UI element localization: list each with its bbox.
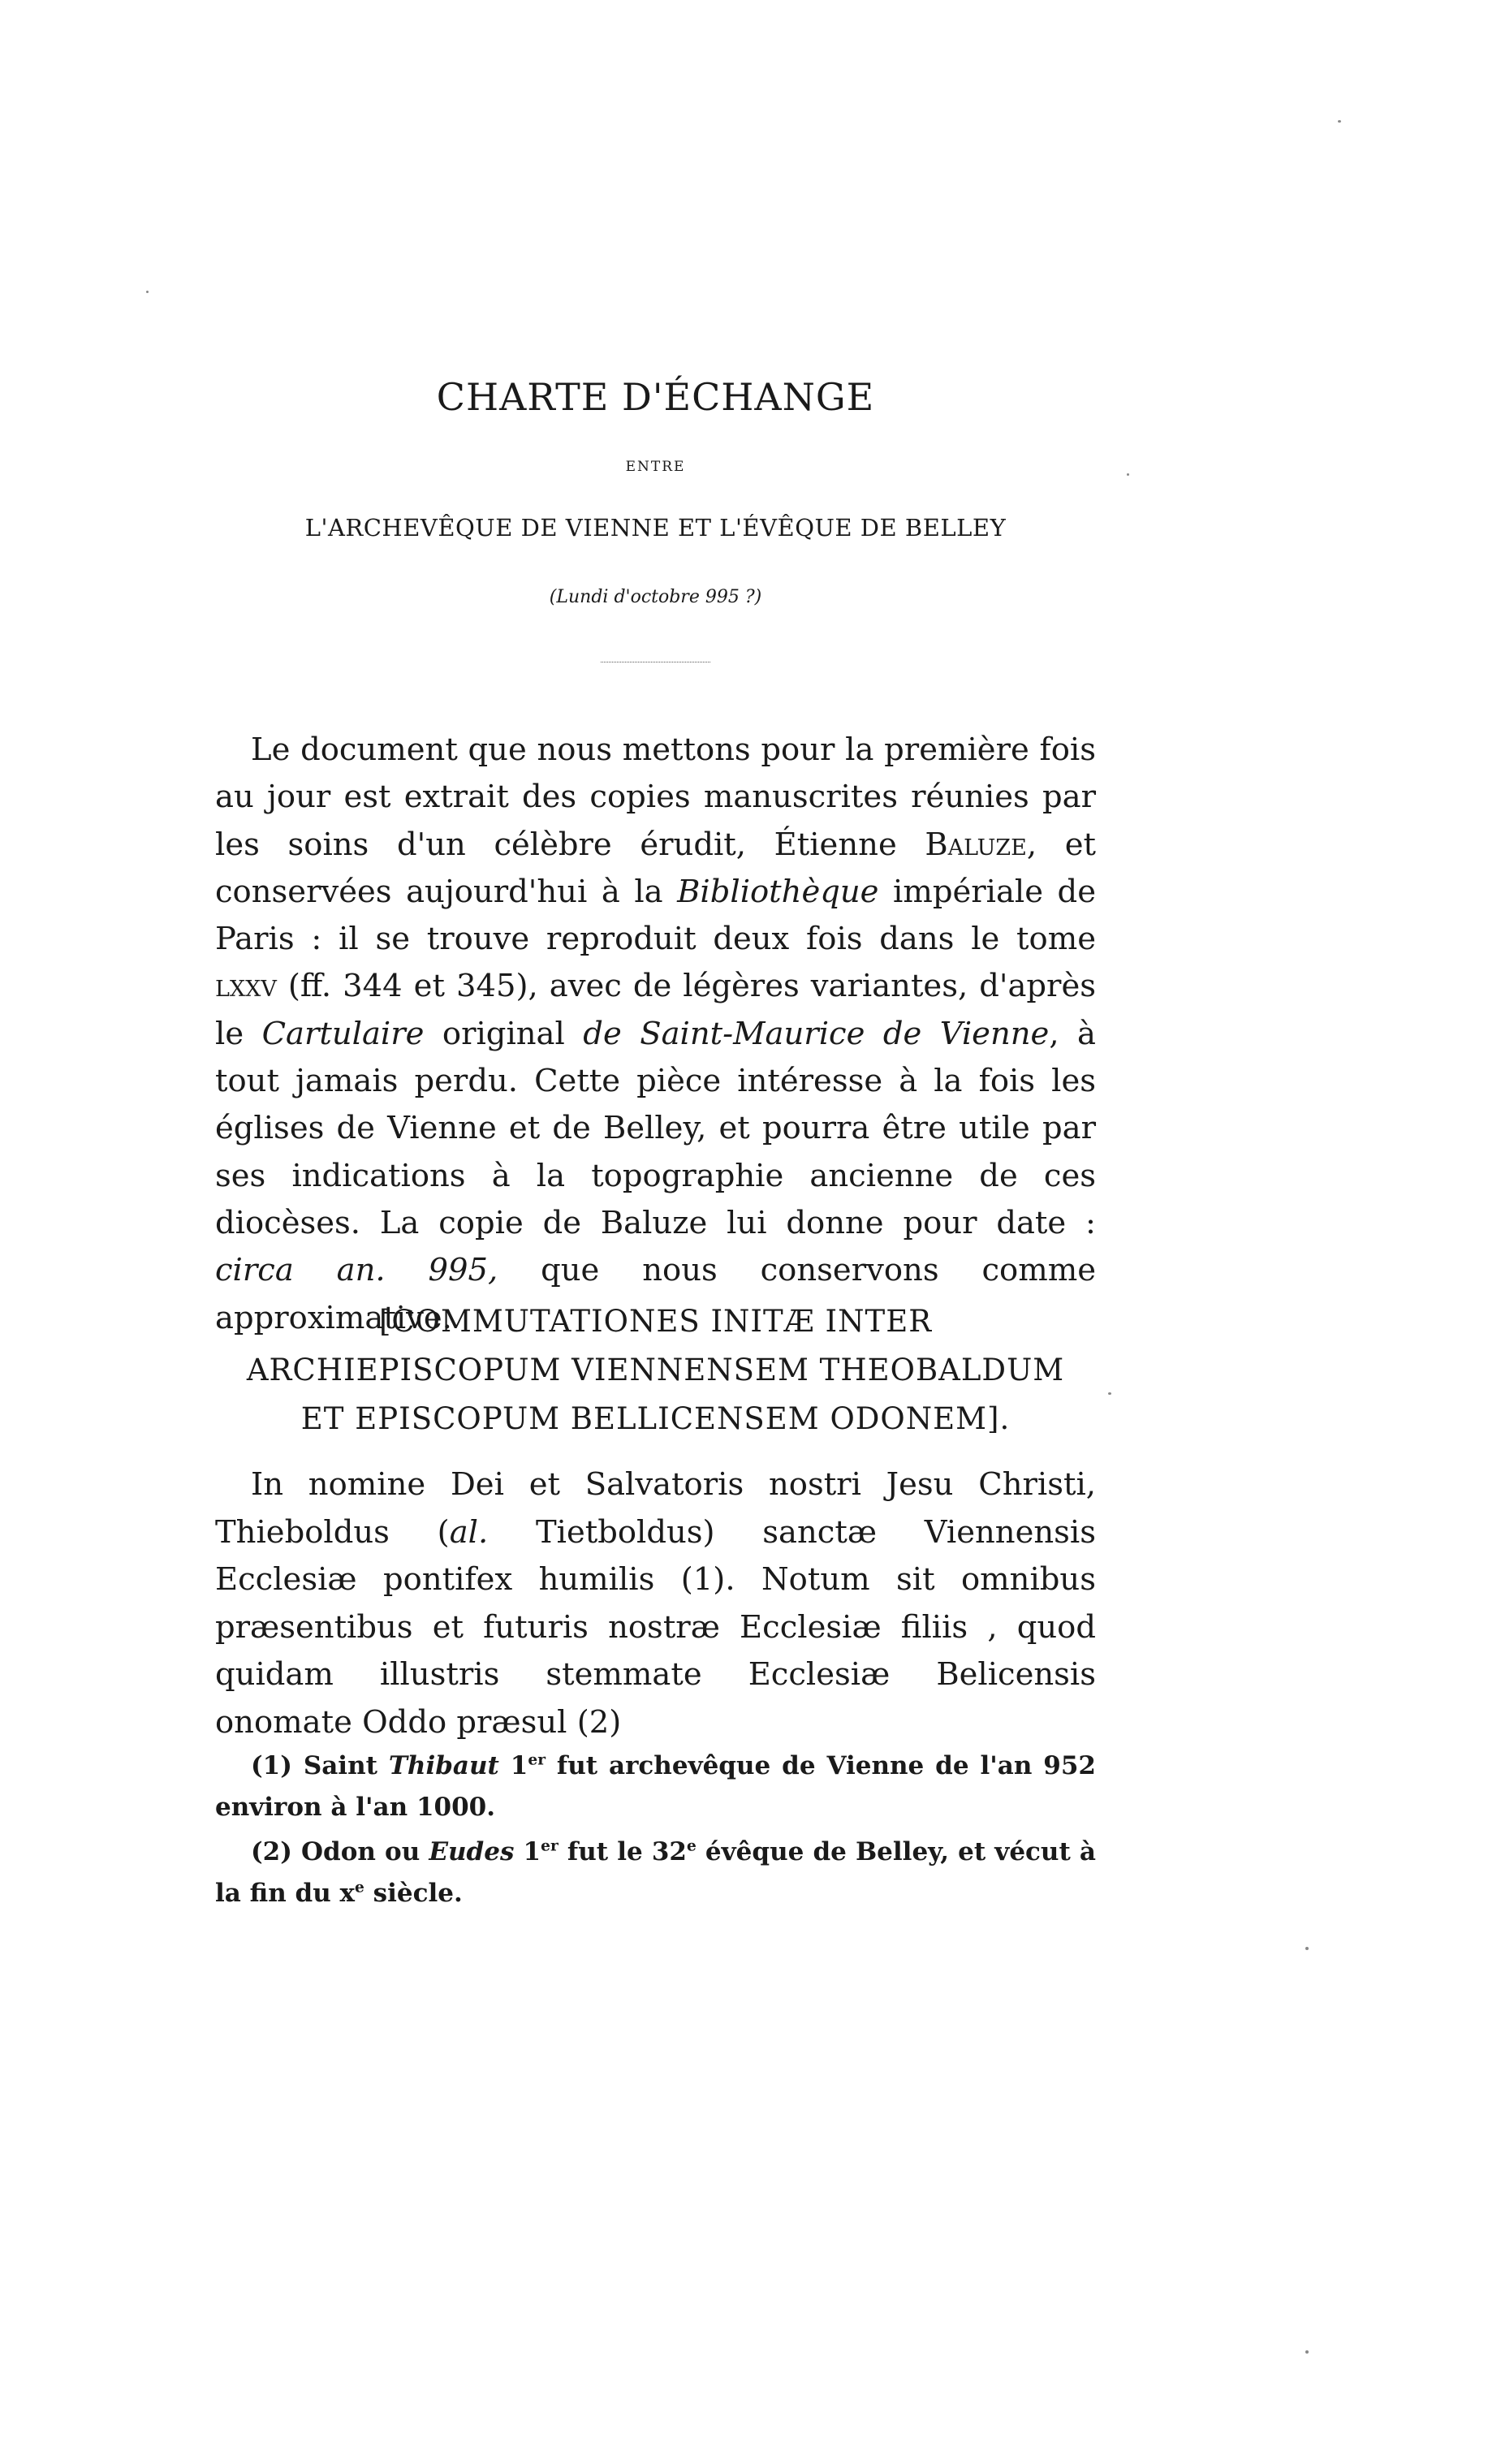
paper-speck [1127, 473, 1129, 476]
footnote-2-sup-2: e [686, 1837, 697, 1855]
footnote-1-num: 1 [510, 1751, 528, 1780]
footnote-1-text-a: (1) Saint [251, 1751, 389, 1780]
footnote-2 [215, 1832, 1096, 1914]
intro-text-5: original [424, 1015, 584, 1052]
paper-speck [1108, 1392, 1111, 1395]
charter-date: (Lundi d'octobre 995 ?) [549, 587, 762, 607]
footnote-2-text-a: (2) Odon ou [251, 1837, 429, 1866]
latin-text-2: Tietboldus) sanctæ Viennensis Ecclesiæ pontifex humilis (1). Notum sit omnibus præsentibus et futuris nostræ Ecclesiæ filiis , quod quidam illustris stemmate Ecclesiæ Belicensis onomate Oddo præsul (2) [215, 1513, 1096, 1741]
paper-speck [1305, 1947, 1309, 1950]
latin-body-paragraph [215, 1461, 1096, 1746]
latin-title-line-1: [COMMUTATIONES INITÆ INTER [378, 1304, 933, 1339]
latin-text-1: In nomine Dei et Salvatoris nostri Jesu Christi, Thieboldus ( [215, 1466, 1096, 1551]
library-name: Bibliothèque [677, 873, 879, 910]
footnote-1-sup: er [528, 1751, 546, 1769]
tome-number: lxxv [215, 968, 277, 1005]
footnote-2-sup-3: e [355, 1879, 364, 1897]
footnote-1 [215, 1746, 1096, 1828]
paper-speck [146, 291, 149, 293]
intro-text-6: , à tout jamais perdu. Cette pièce intéresse à la fois les églises de Vienne et de Belley, et pourra être utile par ses indications à la topographie ancienne de ces diocèses. La copie de Baluze lui donne pour date : [215, 1015, 1096, 1241]
subtitle-entre: ENTRE [625, 459, 686, 475]
footnote-1-name: Thibaut [388, 1751, 499, 1780]
intro-text-1: Le document que nous mettons pour la première fois au jour est extrait des copies manuscrites réunies par les soins d'un célèbre érudit, Étienne [215, 731, 1096, 863]
intro-text-7: que nous conservons comme approximative. [215, 1252, 1096, 1336]
footnote-2-text-d: siècle. [364, 1879, 463, 1908]
author-name-baluze: Baluze [925, 826, 1027, 863]
footnote-1-text-b: fut archevêque de Vienne de l'an 952 environ à l'an 1000. [215, 1751, 1096, 1822]
subtitle-parties: L'ARCHEVÊQUE DE VIENNE ET L'ÉVÊQUE DE BELLEY [304, 514, 1007, 542]
footnote-2-sup: er [541, 1837, 559, 1855]
cartulaire-term: Cartulaire [261, 1015, 425, 1052]
circa-date: circa an. 995, [215, 1252, 498, 1289]
paper-speck [1305, 2350, 1309, 2354]
intro-paragraph [215, 727, 1096, 1342]
footnote-2-text-b: fut le 32 [558, 1837, 687, 1866]
saint-maurice-name: de Saint-Maurice de Vienne [583, 1015, 1050, 1052]
latin-title-line-3: ET EPISCOPUM BELLICENSEM ODONEM]. [300, 1401, 1011, 1436]
intro-text-2: , et conservées aujourd'hui à la [215, 826, 1097, 910]
footnote-2-num: 1 [523, 1837, 541, 1866]
latin-title-line-2: ARCHIEPISCOPUM VIENNENSEM THEOBALDUM [246, 1353, 1065, 1387]
footnotes [215, 1746, 1096, 1918]
footnote-2-text-c: évêque de Belley, et vécut à la fin du x [215, 1837, 1096, 1908]
intro-text-4: (ff. 344 et 345), avec de légères variantes, d'après le [215, 968, 1096, 1052]
latin-abbrev-al: al. [449, 1513, 489, 1551]
paper-speck [1338, 120, 1341, 123]
page-title: CHARTE D'ÉCHANGE [436, 375, 875, 419]
footnote-2-name: Eudes [429, 1837, 515, 1866]
latin-section-title [215, 1297, 1096, 1443]
intro-text-3: impériale de Paris : il se trouve reproduit deux fois dans le tome [215, 873, 1096, 958]
